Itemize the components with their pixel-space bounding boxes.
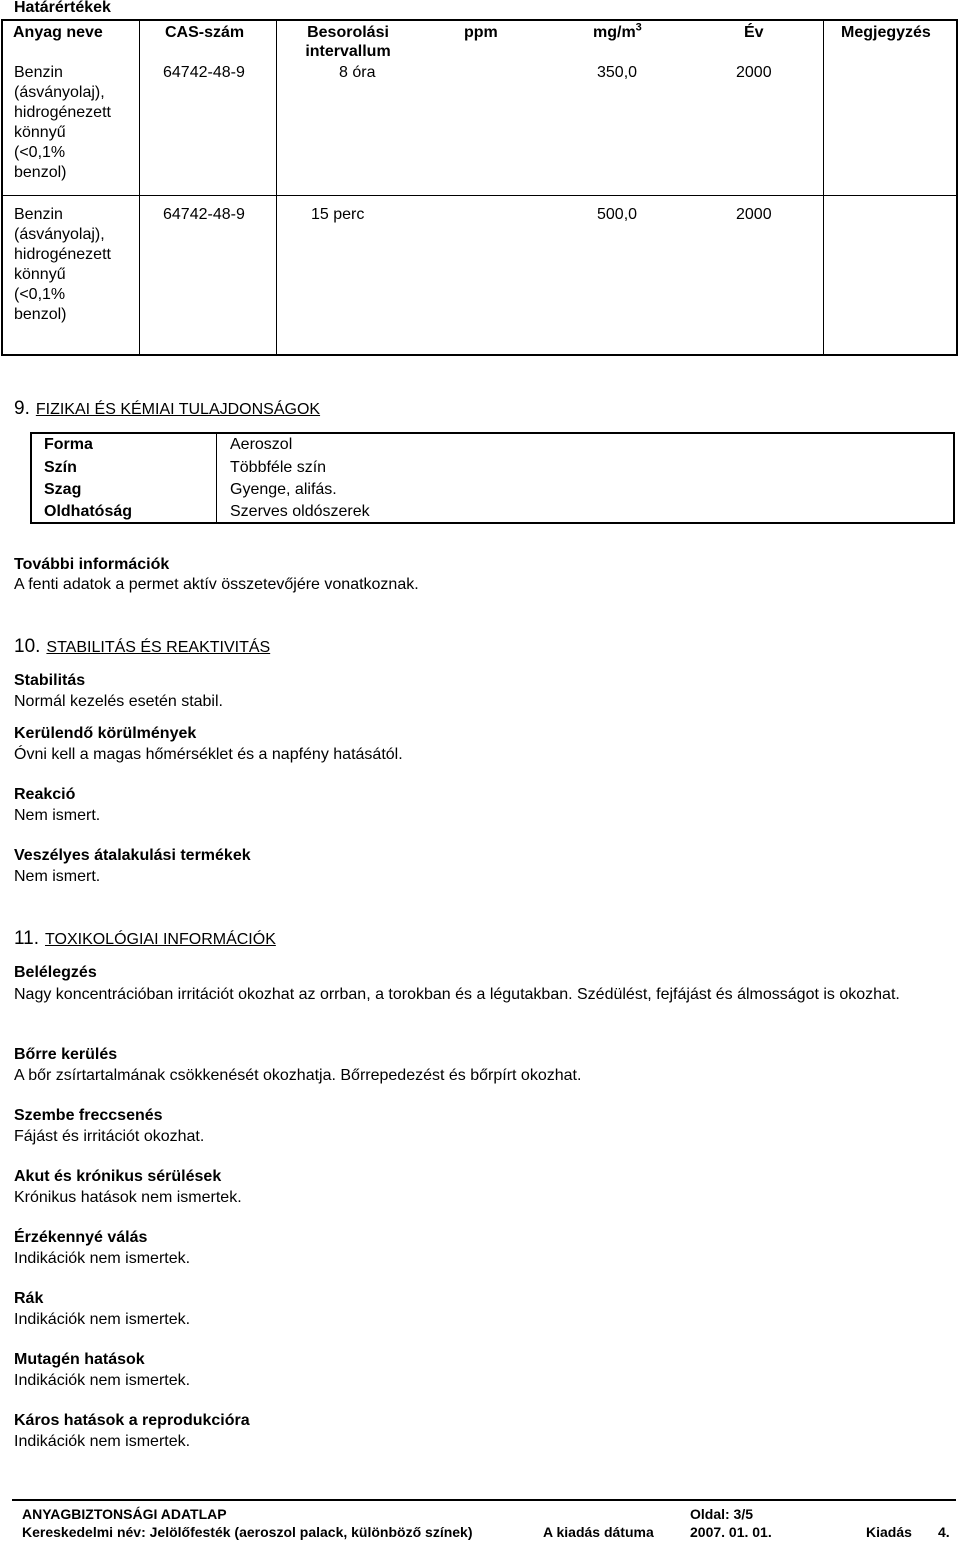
row2-name	[14, 205, 111, 325]
row1-name-line: (ásványolaj),	[14, 84, 105, 101]
section11-title: TOXIKOLÓGIAI INFORMÁCIÓK	[45, 931, 276, 948]
row1-mgm3: 350,0	[597, 64, 638, 81]
prop-label-solubility: Oldhatóság	[44, 503, 133, 520]
sensitization-text: Indikációk nem ismertek.	[14, 1250, 191, 1267]
hazardous-products-label: Veszélyes átalakulási termékek	[14, 847, 251, 864]
properties-divider	[216, 434, 217, 522]
avoid-conditions-text: Óvni kell a magas hőmérséklet és a napfény hatásától.	[14, 746, 403, 763]
cancer-text: Indikációk nem ismertek.	[14, 1311, 191, 1328]
row1-name-line: hidrogénezett	[14, 104, 111, 121]
section9-title: FIZIKAI ÉS KÉMIAI TULAJDONSÁGOK	[35, 401, 321, 418]
header-note: Megjegyzés	[841, 24, 931, 41]
acute-chronic-label: Akut és krónikus sérülések	[14, 1168, 222, 1185]
skin-contact-text: A bőr zsírtartalmának csökkenését okozhatja. Bőrrepedezést és bőrpírt okozhat.	[14, 1067, 582, 1084]
hazardous-products-text: Nem ismert.	[14, 868, 101, 885]
reproductive-text: Indikációk nem ismertek.	[14, 1433, 191, 1450]
prop-value-form: Aeroszol	[230, 436, 293, 453]
prop-value-odor: Gyenge, alifás.	[230, 481, 337, 498]
row2-mgm3: 500,0	[597, 206, 638, 223]
row2-name-line: Benzin	[14, 206, 63, 223]
prop-value-solubility: Szerves oldószerek	[230, 503, 370, 520]
sensitization-label: Érzékennyé válás	[14, 1229, 148, 1246]
footer-trade-name: Kereskedelmi név: Jelölőfesték (aeroszol palack, különböző színek)	[22, 1524, 473, 1540]
section11-number: 11.	[14, 928, 40, 949]
skin-contact-label: Bőrre kerülés	[14, 1046, 118, 1063]
header-cas: CAS-szám	[165, 24, 245, 41]
reproductive-label: Káros hatások a reprodukcióra	[14, 1412, 250, 1429]
footer-edition-label: Kiadás	[866, 1524, 912, 1540]
row2-cas: 64742-48-9	[163, 206, 245, 223]
header-mgm3-sup: 3	[635, 21, 642, 34]
eye-contact-text: Fájást és irritációt okozhat.	[14, 1128, 205, 1145]
limits-title: Határértékek	[14, 0, 111, 16]
header-mgm3	[593, 23, 642, 42]
acute-chronic-text: Krónikus hatások nem ismertek.	[14, 1189, 242, 1206]
section10-title: STABILITÁS ÉS REAKTIVITÁS	[46, 639, 271, 656]
reaction-label: Reakció	[14, 786, 76, 803]
row1-year: 2000	[736, 64, 772, 81]
row1-cas: 64742-48-9	[163, 64, 245, 81]
footer-issue-date-label: A kiadás dátuma	[543, 1524, 654, 1540]
header-ppm: ppm	[464, 24, 498, 41]
header-mgm3-text: mg/m	[593, 24, 636, 41]
row1-name-line: Benzin	[14, 64, 63, 81]
row-divider	[3, 195, 956, 196]
more-info-text: A fenti adatok a permet aktív összetevőjére vonatkoznak.	[14, 576, 419, 593]
col-divider	[276, 21, 277, 354]
prop-label-odor: Szag	[44, 481, 82, 498]
cancer-label: Rák	[14, 1290, 44, 1307]
section10-number: 10.	[14, 636, 41, 657]
row1-name	[14, 63, 111, 183]
footer-doc-type: ANYAGBIZTONSÁGI ADATLAP	[22, 1506, 227, 1522]
footer-divider	[12, 1499, 956, 1501]
row2-name-line: könnyű	[14, 266, 66, 283]
header-name: Anyag neve	[13, 24, 103, 41]
row2-name-line: (ásványolaj),	[14, 226, 105, 243]
mutagen-label: Mutagén hatások	[14, 1351, 145, 1368]
limits-table	[1, 19, 958, 356]
col-divider	[823, 21, 824, 354]
row2-name-line: hidrogénezett	[14, 246, 111, 263]
row2-year: 2000	[736, 206, 772, 223]
section9-number: 9.	[14, 398, 30, 419]
section9-heading	[14, 398, 320, 420]
header-interval	[287, 23, 409, 61]
inhalation-label: Belélegzés	[14, 964, 97, 981]
prop-label-form: Forma	[44, 436, 93, 453]
footer-edition: 4.	[938, 1524, 950, 1540]
section10-heading	[14, 636, 270, 658]
stability-label: Stabilitás	[14, 672, 86, 689]
reaction-text: Nem ismert.	[14, 807, 101, 824]
row1-interval: 8 óra	[339, 64, 376, 81]
more-info-label: További információk	[14, 556, 170, 573]
col-divider	[139, 21, 140, 354]
footer-issue-date: 2007. 01. 01.	[690, 1524, 772, 1540]
header-interval-line2: intervallum	[305, 43, 391, 60]
stability-text: Normál kezelés esetén stabil.	[14, 693, 223, 710]
row1-name-line: benzol)	[14, 164, 67, 181]
row1-name-line: könnyű	[14, 124, 66, 141]
row1-name-line: (<0,1%	[14, 144, 66, 161]
prop-label-color: Szín	[44, 459, 77, 476]
properties-table	[30, 432, 955, 524]
footer-page: Oldal: 3/5	[690, 1506, 754, 1522]
avoid-conditions-label: Kerülendő körülmények	[14, 725, 197, 742]
prop-value-color: Többféle szín	[230, 459, 327, 476]
section11-heading	[14, 928, 276, 950]
row2-name-line: benzol)	[14, 306, 67, 323]
row2-interval: 15 perc	[311, 206, 365, 223]
header-interval-line1: Besorolási	[307, 24, 389, 41]
mutagen-text: Indikációk nem ismertek.	[14, 1372, 191, 1389]
header-year: Év	[744, 24, 764, 41]
inhalation-text: Nagy koncentrációban irritációt okozhat az orrban, a torokban és a légutakban. Szédülést, fejfájást és álmosságot is okozhat.	[14, 986, 900, 1003]
row2-name-line: (<0,1%	[14, 286, 66, 303]
eye-contact-label: Szembe freccsenés	[14, 1107, 163, 1124]
